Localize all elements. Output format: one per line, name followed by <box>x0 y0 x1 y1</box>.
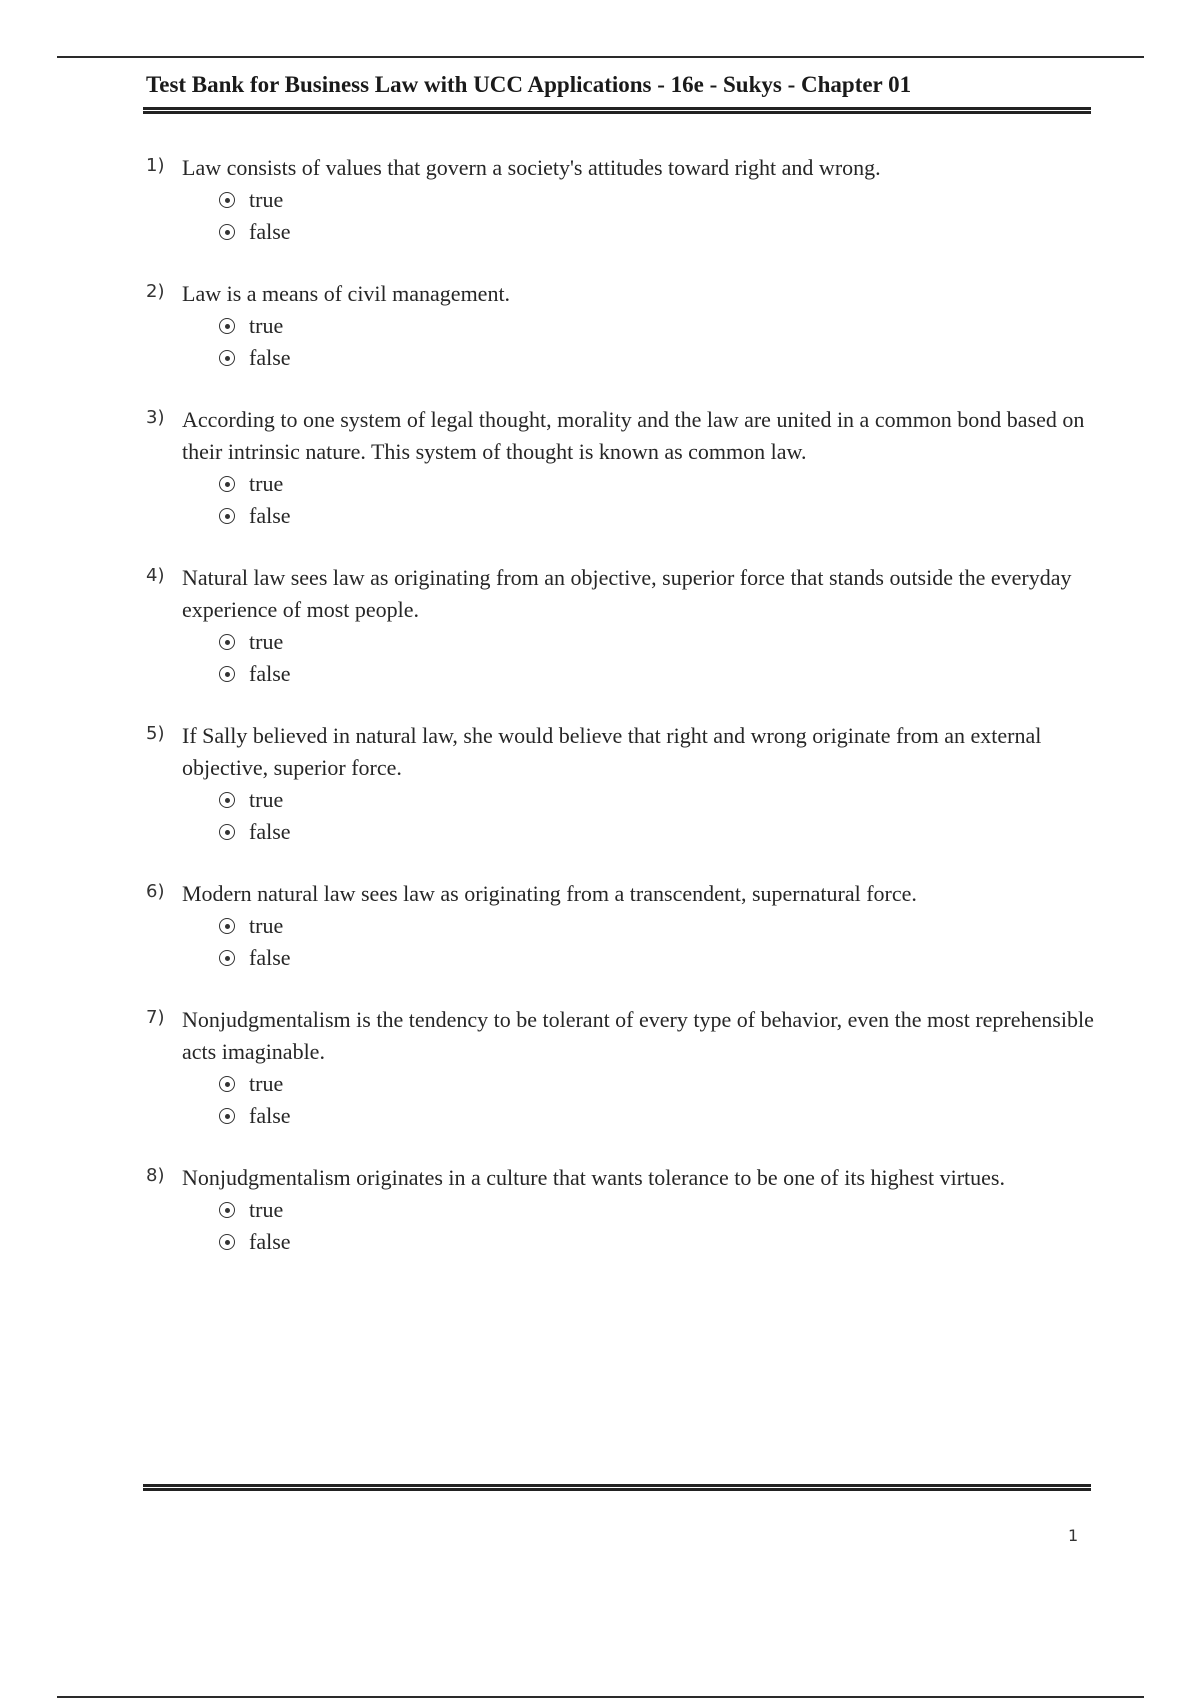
page-title: Test Bank for Business Law with UCC Applications - 16e - Sukys - Chapter 01 <box>146 72 912 97</box>
question-1 <box>146 152 1096 248</box>
question-text: Law consists of values that govern a society's attitudes toward right and wrong. <box>182 155 881 180</box>
option-false[interactable] <box>219 216 1096 248</box>
option-false[interactable] <box>219 816 1096 848</box>
radio-button-icon[interactable] <box>219 950 235 966</box>
radio-button-icon[interactable] <box>219 224 235 240</box>
radio-button-icon[interactable] <box>219 476 235 492</box>
question-2 <box>146 278 1096 374</box>
radio-button-icon[interactable] <box>219 792 235 808</box>
option-label: false <box>249 819 291 844</box>
question-number: 7) <box>146 1007 165 1028</box>
option-false[interactable] <box>219 1226 1096 1258</box>
radio-button-icon[interactable] <box>219 1108 235 1124</box>
radio-button-icon[interactable] <box>219 508 235 524</box>
question-text: Nonjudgmentalism originates in a culture that wants tolerance to be one of its highest virtues. <box>182 1165 1005 1190</box>
option-label: false <box>249 661 291 686</box>
answer-options <box>219 1068 1096 1132</box>
answer-options <box>219 310 1096 374</box>
radio-button-icon[interactable] <box>219 1234 235 1250</box>
option-label: false <box>249 1103 291 1128</box>
option-true[interactable] <box>219 910 1096 942</box>
option-true[interactable] <box>219 1194 1096 1226</box>
option-true[interactable] <box>219 310 1096 342</box>
radio-button-icon[interactable] <box>219 918 235 934</box>
footer-double-rule <box>143 1484 1091 1491</box>
question-text: Natural law sees law as originating from an objective, superior force that stands outside the everyday experience of most people. <box>182 565 1072 622</box>
option-label: false <box>249 345 291 370</box>
question-text: Nonjudgmentalism is the tendency to be tolerant of every type of behavior, even the most reprehensible acts imaginable. <box>182 1007 1094 1064</box>
question-number: 3) <box>146 407 165 428</box>
question-number: 4) <box>146 565 165 586</box>
option-label: false <box>249 503 291 528</box>
question-5 <box>146 720 1096 848</box>
radio-button-icon[interactable] <box>219 1202 235 1218</box>
option-true[interactable] <box>219 1068 1096 1100</box>
option-label: true <box>249 313 284 338</box>
radio-button-icon[interactable] <box>219 1076 235 1092</box>
header-double-rule <box>143 107 1091 114</box>
question-text: Law is a means of civil management. <box>182 281 511 306</box>
page-number: 1 <box>1068 1526 1079 1545</box>
radio-button-icon[interactable] <box>219 824 235 840</box>
question-7 <box>146 1004 1096 1132</box>
answer-options <box>219 1194 1096 1258</box>
answer-options <box>219 910 1096 974</box>
option-label: true <box>249 1071 284 1096</box>
question-number: 2) <box>146 281 165 302</box>
question-text: According to one system of legal thought, morality and the law are united in a common bond based on their intrinsic nature. This system of thought is known as common law. <box>182 407 1085 464</box>
option-label: true <box>249 471 284 496</box>
answer-options <box>219 184 1096 248</box>
radio-button-icon[interactable] <box>219 318 235 334</box>
option-false[interactable] <box>219 500 1096 532</box>
option-label: false <box>249 945 291 970</box>
question-number: 1) <box>146 155 165 176</box>
option-false[interactable] <box>219 1100 1096 1132</box>
question-number: 6) <box>146 881 165 902</box>
option-false[interactable] <box>219 658 1096 690</box>
question-number: 5) <box>146 723 165 744</box>
option-label: true <box>249 913 284 938</box>
question-3 <box>146 404 1096 532</box>
answer-options <box>219 468 1096 532</box>
option-true[interactable] <box>219 184 1096 216</box>
radio-button-icon[interactable] <box>219 192 235 208</box>
radio-button-icon[interactable] <box>219 634 235 650</box>
page-top-rule <box>57 56 1144 58</box>
option-label: false <box>249 219 291 244</box>
question-6 <box>146 878 1096 974</box>
option-label: true <box>249 1197 284 1222</box>
answer-options <box>219 784 1096 848</box>
option-label: true <box>249 629 284 654</box>
radio-button-icon[interactable] <box>219 666 235 682</box>
answer-options <box>219 626 1096 690</box>
question-text: If Sally believed in natural law, she would believe that right and wrong originate from an external objective, superior force. <box>182 723 1042 780</box>
question-number: 8) <box>146 1165 165 1186</box>
radio-button-icon[interactable] <box>219 350 235 366</box>
option-label: true <box>249 787 284 812</box>
option-true[interactable] <box>219 626 1096 658</box>
question-text: Modern natural law sees law as originating from a transcendent, supernatural force. <box>182 881 917 906</box>
question-8 <box>146 1162 1096 1258</box>
question-list <box>146 152 1096 1288</box>
page-bottom-rule <box>57 1696 1144 1698</box>
option-true[interactable] <box>219 468 1096 500</box>
option-false[interactable] <box>219 942 1096 974</box>
option-label: false <box>249 1229 291 1254</box>
question-4 <box>146 562 1096 690</box>
option-true[interactable] <box>219 784 1096 816</box>
option-false[interactable] <box>219 342 1096 374</box>
option-label: true <box>249 187 284 212</box>
